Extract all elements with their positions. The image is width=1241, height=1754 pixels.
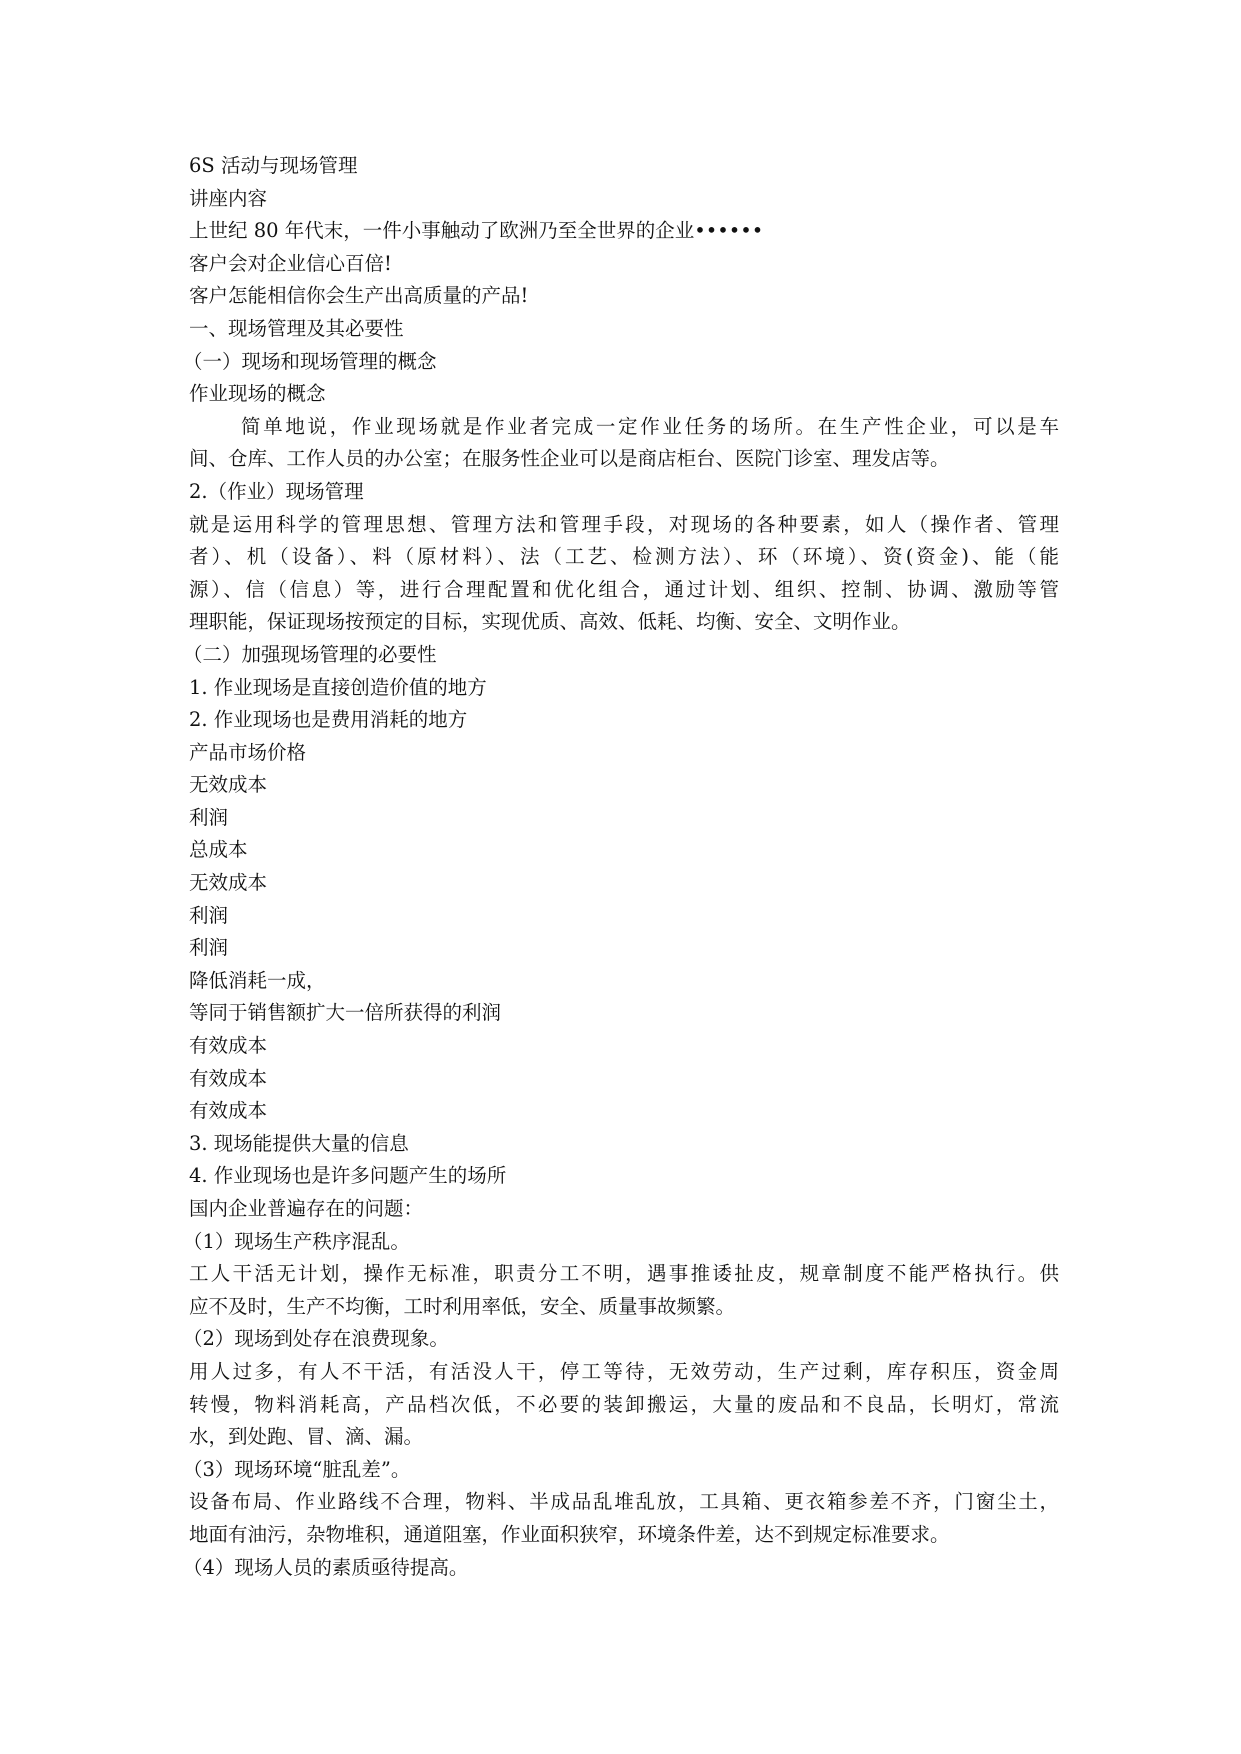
subsection-heading: （二）加强现场管理的必要性 (183, 642, 437, 666)
subsection-heading: （一）现场和现场管理的概念 (183, 349, 437, 373)
paragraph-line: 间、仓库、工作人员的办公室；在服务性企业可以是商店柜台、医院门诊室、理发店等。 (189, 447, 950, 471)
paragraph-line: 设备布局、作业路线不合理，物料、半成品乱堆乱放，工具箱、更衣箱参差不齐，门窗尘土， (189, 1490, 1059, 1514)
text-line: 有效成本 (189, 1034, 268, 1058)
text-line: 无效成本 (189, 871, 268, 895)
list-item: 3. 现场能提供大量的信息 (189, 1131, 409, 1155)
text-line: 降低消耗一成， (189, 968, 326, 992)
text-line: 无效成本 (189, 773, 268, 797)
list-item: （4）现场人员的素质亟待提高。 (183, 1555, 469, 1579)
text-line: 有效成本 (189, 1066, 268, 1090)
paragraph-line: 者）、机（设备）、料（原材料）、法（工艺、检测方法）、环（环境）、资(资金)、能（能 (189, 545, 1059, 569)
paragraph-line: 应不及时，生产不均衡，工时利用率低，安全、质量事故频繁。 (189, 1294, 736, 1318)
paragraph-line: 就是运用科学的管理思想、管理方法和管理手段，对现场的各种要素，如人（操作者、管理 (189, 512, 1059, 536)
paragraph-waste (189, 1356, 1059, 1454)
subsection-heading: 2.（作业）现场管理 (189, 479, 364, 503)
paragraph-line: 地面有油污，杂物堆积，通道阻塞，作业面积狭窄，环境条件差，达不到规定标准要求。 (189, 1522, 950, 1546)
paragraph-line: 转慢，物料消耗高，产品档次低，不必要的装卸搬运，大量的废品和不良品，长明灯，常流 (189, 1392, 1059, 1416)
paragraph-line: 工人干活无计划，操作无标准，职责分工不明，遇事推诿扯皮，规章制度不能严格执行。供 (189, 1262, 1059, 1286)
document-page (183, 150, 1059, 1584)
paragraph-disorder (189, 1258, 1059, 1323)
text-line: 客户怎能相信你会生产出高质量的产品! (189, 284, 529, 308)
paragraph-line: 简单地说，作业现场就是作业者完成一定作业任务的场所。在生产性企业，可以是车 (241, 414, 1059, 438)
text-line: 总成本 (189, 838, 248, 862)
text-line: 利润 (189, 805, 229, 829)
text-line: 国内企业普遍存在的问题： (189, 1197, 424, 1220)
text-line: 利润 (189, 936, 229, 960)
list-item: 4. 作业现场也是许多问题产生的场所 (189, 1164, 507, 1188)
paragraph-line: 水，到处跑、冒、滴、漏。 (189, 1425, 424, 1449)
text-line: 上世纪 80 年代末，一件小事触动了欧洲乃至全世界的企业•••••• (189, 219, 764, 243)
list-item: （1）现场生产秩序混乱。 (183, 1229, 410, 1253)
paragraph-site-management (189, 509, 1059, 639)
text-line: 利润 (189, 903, 229, 927)
section-label: 讲座内容 (189, 186, 268, 210)
list-item: （3）现场环境“脏乱差”。 (183, 1457, 411, 1481)
text-line: 产品市场价格 (189, 740, 307, 764)
paragraph-environment (189, 1486, 1059, 1551)
text-line: 客户会对企业信心百倍! (189, 251, 392, 275)
list-item: 1. 作业现场是直接创造价值的地方 (189, 675, 487, 699)
list-item: 2. 作业现场也是费用消耗的地方 (189, 708, 468, 732)
text-line: 等同于销售额扩大一倍所获得的利润 (189, 1001, 502, 1025)
document-title: 6S 活动与现场管理 (189, 154, 358, 177)
paragraph-line: 理职能，保证现场按预定的目标，实现优质、高效、低耗、均衡、安全、文明作业。 (189, 610, 911, 634)
text-line: 有效成本 (189, 1099, 268, 1123)
section-heading: 一、现场管理及其必要性 (189, 316, 404, 340)
paragraph-line: 源）、信（信息）等，进行合理配置和优化组合，通过计划、组织、控制、协调、激励等管 (189, 577, 1059, 601)
text-line: 作业现场的概念 (189, 382, 326, 406)
paragraph-work-site-definition (189, 411, 1059, 476)
paragraph-line: 用人过多，有人不干活，有活没人干，停工等待，无效劳动，生产过剩，库存积压，资金周 (189, 1359, 1059, 1383)
list-item: （2）现场到处存在浪费现象。 (183, 1327, 449, 1351)
